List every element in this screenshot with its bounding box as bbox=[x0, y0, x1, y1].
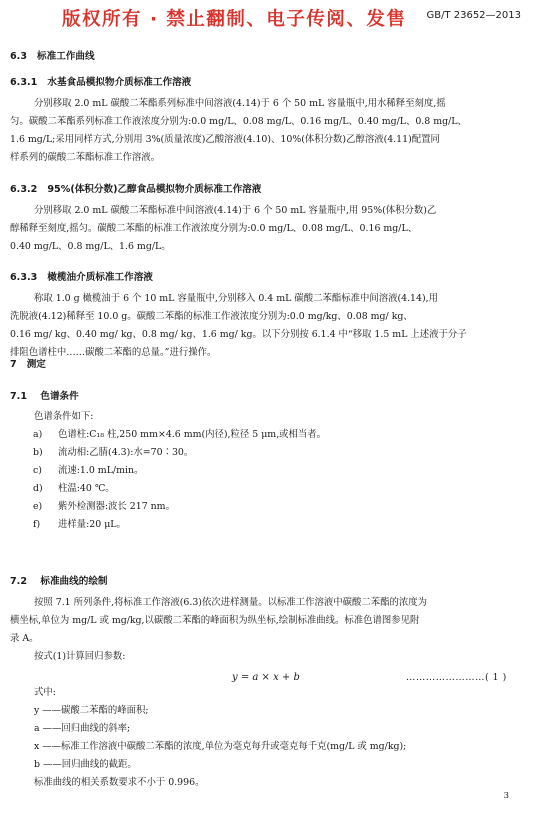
heading-title: 橄榄油介质标准工作溶液 bbox=[47, 272, 153, 283]
heading-number: 7 bbox=[10, 359, 17, 370]
item-label: a) bbox=[33, 429, 43, 440]
text-line: 洗脱液(4.12)稀释至 10.0 g。碳酸二苯酯的标准工作液浓度分别为:0.0 mg/kg、0.08 mg/ kg、 bbox=[10, 311, 413, 322]
list-item bbox=[33, 480, 326, 498]
definition-line: a ——回归曲线的斜率; bbox=[34, 723, 131, 734]
heading-number: 6.3.2 bbox=[10, 184, 38, 195]
closing-line: 标准曲线的相关系数要求不小于 0.996。 bbox=[34, 777, 205, 788]
list-item bbox=[33, 462, 326, 480]
item-label: e) bbox=[33, 501, 43, 512]
heading-7-2 bbox=[10, 573, 108, 587]
text-line: 醇稀释至刻度,摇匀。碳酸二苯酯的标准工作液浓度分别为:0.0 mg/L、0.08 mg/L、0.16 mg/L、 bbox=[10, 223, 418, 234]
heading-6-3-1 bbox=[10, 74, 191, 88]
heading-title: 标准工作曲线 bbox=[37, 51, 95, 62]
text-line: 样系列的碳酸二苯酯标准工作溶液。 bbox=[10, 152, 161, 163]
where-label: 式中: bbox=[34, 687, 56, 698]
item-text: 流速:1.0 mL/min。 bbox=[58, 465, 144, 476]
text-line: 排阻色谱柱中……碳酸二苯酯的总量。”进行操作。 bbox=[10, 347, 217, 358]
paragraph-7-2 bbox=[10, 594, 518, 666]
text-line: 按照 7.1 所列条件,将标准工作溶液(6.3)依次进样测量。以标准工作溶液中碳酸二苯酯的浓度为 bbox=[34, 597, 427, 608]
list-item bbox=[33, 426, 326, 444]
formula-intro: 按式(1)计算回归参数: bbox=[34, 651, 126, 662]
text-line: 横坐标,单位为 mg/L 或 mg/kg,以碳酸二苯酯的峰面积为纵坐标,绘制标准曲线。标准色谱图参见附 bbox=[10, 615, 420, 626]
heading-6-3-2 bbox=[10, 181, 261, 195]
item-text: 紫外检测器:波长 217 nm。 bbox=[58, 501, 175, 512]
heading-7 bbox=[10, 356, 46, 370]
paragraph-6-3-1 bbox=[10, 95, 518, 167]
definition-line: y ——碳酸二苯酯的峰面积; bbox=[34, 705, 149, 716]
text-line: 色谱条件如下: bbox=[34, 411, 94, 422]
paragraph-7-1-intro bbox=[10, 408, 518, 426]
text-line: 分别移取 2.0 mL 碳酸二苯酯标准中间溶液(4.14)于 6 个 50 mL 容量瓶中,用 95%(体积分数)乙 bbox=[34, 205, 437, 216]
item-text: 进样量:20 μL。 bbox=[58, 519, 126, 530]
heading-title: 95%(体积分数)乙醇食品模拟物介质标准工作溶液 bbox=[47, 184, 262, 195]
list-item bbox=[33, 444, 326, 462]
text-line: 称取 1.0 g 橄榄油于 6 个 10 mL 容量瓶中,分别移入 0.4 mL 碳酸二苯酯标准中间溶液(4.14),用 bbox=[34, 293, 439, 304]
heading-title: 色谱条件 bbox=[40, 391, 79, 402]
text-line: 匀。碳酸二苯酯系列标准工作液浓度分别为:0.0 mg/L、0.08 mg/L、0.16 mg/L、0.40 mg/L、0.8 mg/L、 bbox=[10, 116, 467, 127]
text-line: 1.6 mg/L;采用同样方式,分别用 3%(质量浓度)乙酸溶液(4.10)、10%(体积分数)乙醇溶液(4.11)配置同 bbox=[10, 134, 440, 145]
heading-number: 7.2 bbox=[10, 576, 27, 587]
formula-definitions bbox=[10, 684, 518, 792]
page-number: 3 bbox=[503, 791, 509, 801]
paragraph-6-3-3 bbox=[10, 290, 518, 362]
list-item bbox=[33, 498, 326, 516]
item-text: 流动相:乙腈(4.3):水=70∶30。 bbox=[58, 447, 194, 458]
text-line: 录 A。 bbox=[10, 633, 39, 644]
item-label: f) bbox=[33, 519, 41, 530]
item-label: b) bbox=[33, 447, 43, 458]
item-label: c) bbox=[33, 465, 42, 476]
list-item bbox=[33, 516, 326, 534]
heading-title: 测定 bbox=[26, 359, 46, 370]
heading-number: 6.3.3 bbox=[10, 272, 38, 283]
item-text: 柱温:40 ℃。 bbox=[58, 483, 115, 494]
text-line: 0.40 mg/L、0.8 mg/L、1.6 mg/L。 bbox=[10, 241, 171, 252]
equation-number: ……………………( 1 ) bbox=[406, 672, 507, 683]
heading-6-3 bbox=[10, 48, 95, 62]
text-line: 0.16 mg/ kg、0.40 mg/ kg、0.8 mg/ kg、1.6 mg/ kg。以下分别按 6.1.4 中“移取 1.5 mL 上述液于分子 bbox=[10, 329, 467, 340]
heading-title: 水基食品模拟物介质标准工作溶液 bbox=[47, 77, 192, 88]
heading-7-1 bbox=[10, 388, 79, 402]
heading-title: 标准曲线的绘制 bbox=[40, 576, 108, 587]
copyright-banner: 版权所有 · 禁止翻制、电子传阅、发售 bbox=[62, 9, 407, 30]
chromatography-conditions-list bbox=[33, 426, 326, 534]
heading-number: 6.3 bbox=[10, 51, 27, 62]
heading-6-3-3 bbox=[10, 269, 153, 283]
definition-line: b ——回归曲线的截距。 bbox=[34, 759, 137, 770]
item-label: d) bbox=[33, 483, 43, 494]
item-text: 色谱柱:C₁₈ 柱,250 mm×4.6 mm(内径),粒径 5 μm,或相当者。 bbox=[58, 429, 327, 440]
paragraph-6-3-2 bbox=[10, 202, 518, 256]
heading-number: 7.1 bbox=[10, 391, 27, 402]
definition-line: x ——标准工作溶液中碳酸二苯酯的浓度,单位为毫克每升或毫克每千克(mg/L 或 mg/kg); bbox=[34, 741, 407, 752]
heading-number: 6.3.1 bbox=[10, 77, 38, 88]
standard-number: GB/T 23652—2013 bbox=[426, 10, 521, 21]
text-line: 分别移取 2.0 mL 碳酸二苯酯系列标准中间溶液(4.14)于 6 个 50 mL 容量瓶中,用水稀释至刻度,摇 bbox=[34, 98, 446, 109]
regression-formula: y = a × x + b bbox=[232, 672, 300, 683]
